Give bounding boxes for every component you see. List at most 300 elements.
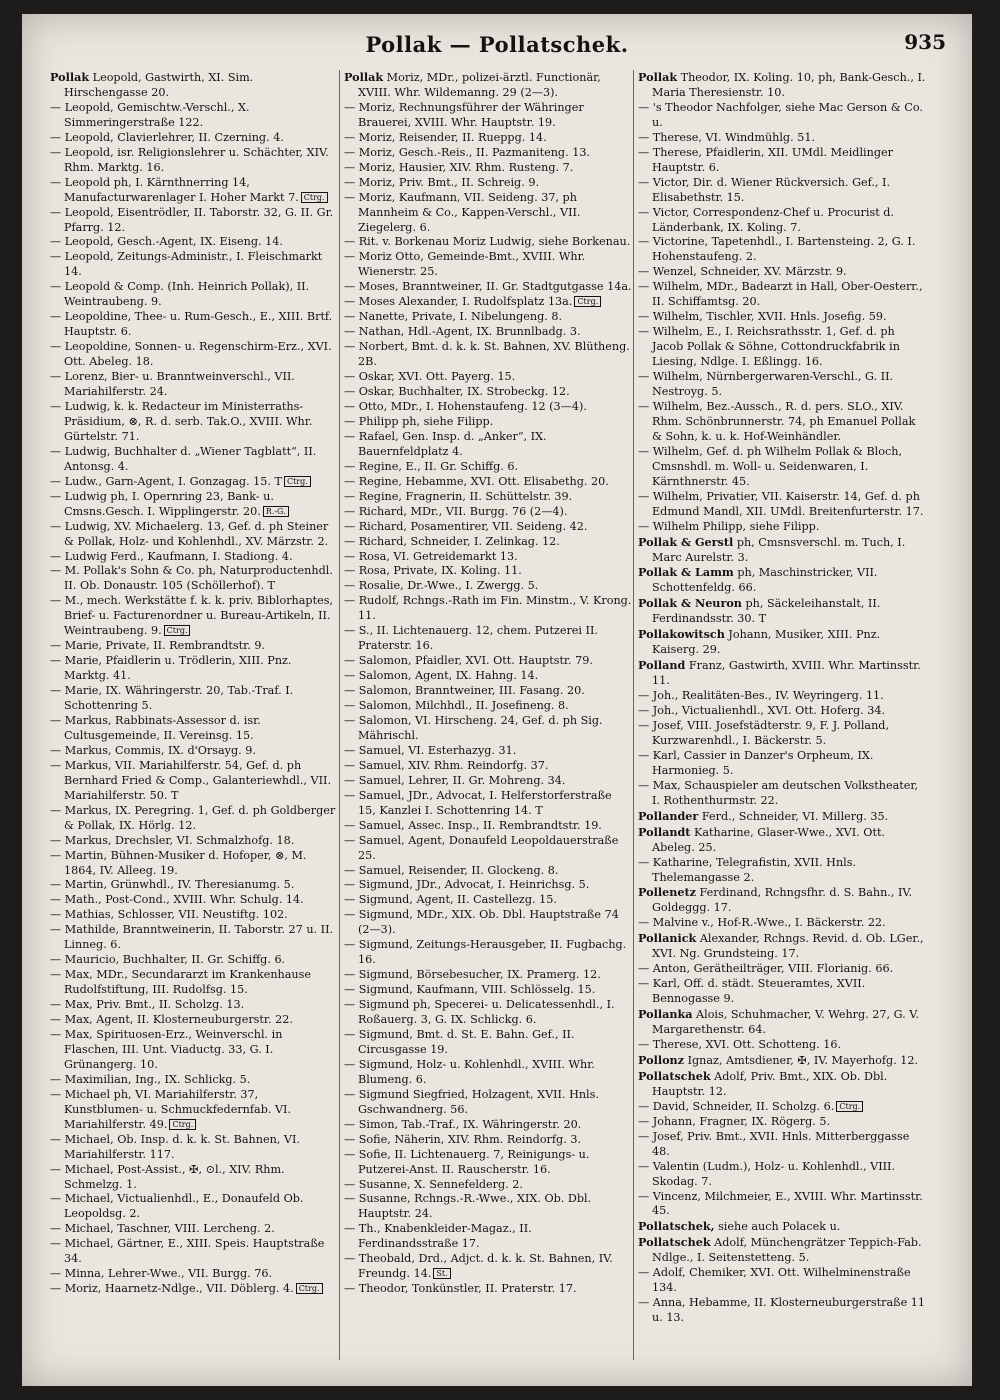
entry-text: — Ludwig, k. k. Redacteur im Ministerraths-Präsidium, ⊗, R. d. serb. Tak.O., XVIII. Whr. Gürtelstr. 71. [50,399,313,443]
directory-entry [638,265,926,280]
directory-entry [344,714,632,744]
directory-entry [50,923,338,953]
entry-text: — Sigmund, Bmt. d. St. E. Bahn. Gef., II. Circusgasse 19. [344,1028,575,1056]
directory-entry [344,191,632,236]
entry-text: Moriz, MDr., polizei-ärztl. Functionär, XVIII. Whr. Wildemanng. 29 (2—3). [358,71,601,99]
directory-entry [50,206,338,236]
directory-entry [344,893,632,908]
directory-entry [344,774,632,789]
entry-text: — Samuel, Lehrer, II. Gr. Mohreng. 34. [344,773,566,787]
directory-entry [50,684,338,714]
entry-badge: Ctrg. [169,1119,196,1130]
directory-entry [344,385,632,400]
directory-entry [638,370,926,400]
entry-text: — Leopold, Gemischtw.-Verschl., X. Simmeringerstraße 122. [50,100,250,129]
directory-entry [50,1073,338,1088]
directory-entry [344,624,632,654]
directory-entry [344,400,632,415]
entry-text: — Samuel, Reisender, II. Glockeng. 8. [344,863,559,877]
entry-text: — Markus, IX. Peregring. 1, Gef. d. ph Goldberger & Pollak, IX. Hörlg. 12. [50,803,336,832]
directory-entry [638,131,926,146]
column-1 [50,70,338,1370]
entry-text: — Vincenz, Milchmeier, E., XVIII. Whr. Martinsstr. 45. [638,1189,923,1218]
directory-entry [344,1028,632,1058]
directory-entry [344,908,632,938]
directory-entry [50,520,338,550]
entry-text: — Nathan, Hdl.-Agent, IX. Brunnlbadg. 3. [344,325,581,339]
directory-entry [344,1088,632,1118]
directory-entry [50,878,338,893]
entry-text: — Adolf, Chemiker, XVI. Ott. Wilhelminenstraße 134. [638,1266,911,1295]
entry-badge: Ctrg. [836,1101,863,1112]
entry-text: — S., II. Lichtenauerg. 12, chem. Putzerei II. Praterstr. 16. [344,624,598,653]
entry-text: — Nanette, Private, I. Nibelungeng. 8. [344,310,563,324]
entry-text: — Oskar, XVI. Ott. Payerg. 15. [344,370,516,384]
entry-text: — Mathias, Schlosser, VII. Neustiftg. 102. [50,908,288,922]
entry-text: — Karl, Cassier in Danzer's Orpheum, IX. Harmonieg. 5. [638,748,874,777]
entry-surname: Pollandt [638,824,691,839]
directory-entry [344,878,632,893]
entry-text: — Anton, Gerätheilträger, VIII. Florianig. 66. [638,962,894,976]
entry-badge: Ctrg. [296,1283,323,1294]
entry-text: — Marie, IX. Währingerstr. 20, Tab.-Traf. I. Schottenring 5. [50,684,294,713]
directory-entry [50,235,338,250]
entry-text: — Ludwig Ferd., Kaufmann, I. Stadiong. 4. [50,549,293,563]
entry-text: — Simon, Tab.-Traf., IX. Währingerstr. 20. [344,1117,582,1131]
entry-text: — Philipp ph, siehe Filipp. [344,414,494,428]
entry-surname: Pollatschek [638,1235,711,1250]
directory-entry [50,654,338,684]
directory-entry [638,977,926,1007]
entry-text: siehe auch Polacek u. [718,1220,841,1234]
entry-surname: Pollak [50,70,90,84]
entry-text: Katharine, Glaser-Wwe., XVI. Ott. Abeleg. 25. [652,825,885,854]
entry-text: — Wilhelm, E., I. Reichsrathsstr. 1, Gef. d. ph Jacob Pollak & Söhne, Cottondruckfabrik in Liesing, Ndlge. I. Eßlingg. 16. [638,325,900,369]
directory-entry [638,856,926,886]
entry-text: — Victor, Correspondenz-Chef u. Procurist d. Länderbank, IX. Koling. 7. [638,205,894,234]
directory-entry [638,1115,926,1130]
column-divider [633,70,634,1360]
entry-text: — Katharine, Telegrafistin, XVII. Hnls. Thelemangasse 2. [638,855,857,884]
entry-text: Theodor, IX. Koling. 10, ph, Bank-Gesch., I. Maria Theresienstr. 10. [652,71,926,99]
directory-entry [344,938,632,968]
entry-text: — Wilhelm, Gef. d. ph Wilhelm Pollak & Bloch, Cmsnshdl. m. Woll- u. Seidenwaren, I. Kärnthnerstr. 45. [638,444,903,488]
entry-text: — Wilhelm, Tischler, XVII. Hnls. Josefig. 59. [638,310,887,324]
directory-entry [344,550,632,565]
entry-text: — Leopold & Comp. (Inh. Heinrich Pollak), II. Weintraubeng. 9. [50,280,310,309]
entry-text: — Sofie, II. Lichtenauerg. 7, Reinigungs- u. Putzerei-Anst. II. Rauscherstr. 16. [344,1147,590,1176]
directory-entry [344,684,632,699]
directory-entry [638,1266,926,1296]
entry-text: — Salomon, Branntweiner, III. Fasang. 20. [344,684,585,698]
directory-entry [344,759,632,774]
directory-entry [344,146,632,161]
directory-entry [638,565,926,596]
entry-text: — Regine, Hebamme, XVI. Ott. Elisabethg. 20. [344,474,609,488]
directory-entry [50,1163,338,1193]
entry-text: — Moriz, Rechnungsführer der Währinger Brauerei, XVIII. Whr. Hauptstr. 19. [344,100,584,129]
directory-entry [638,101,926,131]
entry-surname: Pollak & Lamm [638,565,734,580]
entry-text: — Max, MDr., Secundararzt im Krankenhause Rudolfstiftung, III. Rudolfsg. 15. [50,968,311,997]
entry-text: — Moriz, Haarnetz-Ndlge., VII. Döblerg. 4. [50,1282,294,1296]
entry-text: — Karl, Off. d. städt. Steueramtes, XVII. Bennogasse 9. [638,977,866,1006]
entry-text: — Moriz, Kaufmann, VII. Seideng. 37, ph Mannheim & Co., Kappen-Verschl., VII. Ziegelerg. 6. [344,190,581,234]
directory-entry [638,916,926,931]
entry-text: — Moriz, Gesch.-Reis., II. Pazmaniteng. 13. [344,145,590,159]
entry-surname: Pollak [344,70,384,84]
entry-text: — Therese, Pfaidlerin, XII. UMdl. Meidlinger Hauptstr. 6. [638,145,893,174]
directory-entry [344,669,632,684]
entry-text: — Michael, Victualienhdl., E., Donaufeld Ob. Leopoldsg. 2. [50,1192,304,1221]
entry-text: — Theobald, Drd., Adjct. d. k. k. St. Bahnen, IV. Freundg. 14. [344,1252,613,1281]
directory-entry [50,1222,338,1237]
directory-entry [638,310,926,325]
entry-text: — Sigmund, JDr., Advocat, I. Heinrichsg. 5. [344,878,590,892]
directory-entry [344,101,632,131]
directory-entry [50,445,338,475]
entry-badge: Ctrg. [284,476,311,487]
directory-entry [50,908,338,923]
entry-text: — Martin, Grünwhdl., IV. Theresianumg. 5. [50,878,295,892]
directory-entry [344,161,632,176]
directory-entry [344,520,632,535]
entry-badge: St. [433,1268,450,1279]
entry-text: — Therese, VI. Windmühlg. 51. [638,130,815,144]
entry-text: — Johann, Fragner, IX. Rögerg. 5. [638,1114,831,1128]
directory-entry [638,962,926,977]
entry-text: — Malvine v., Hof-R.-Wwe., I. Bäckerstr. 22. [638,916,886,930]
directory-entry [638,809,926,825]
entry-text: — Rit. v. Borkenau Moriz Ludwig, siehe Borkenau. [344,235,631,249]
entry-text: — Leopold, isr. Religionslehrer u. Schächter, XIV. Rhm. Marktg. 16. [50,145,329,174]
entry-surname: Pollak & Gerstl [638,534,734,549]
directory-entry [638,535,926,566]
directory-entry [344,789,632,819]
directory-entry [344,594,632,624]
entry-surname: Pollanka [638,1007,693,1022]
entry-text: — Regine, E., II. Gr. Schiffg. 6. [344,459,519,473]
entry-text: — Richard, Schneider, I. Zelinkag. 12. [344,534,560,548]
directory-entry [344,176,632,191]
directory-entry [638,779,926,809]
directory-entry [50,893,338,908]
entry-text: — Theodor, Tonkünstler, II. Praterstr. 17. [344,1282,577,1296]
entry-text: — Susanne, Rchngs.-R.-Wwe., XIX. Ob. Dbl. Hauptstr. 24. [344,1192,592,1221]
directory-entry [344,340,632,370]
entry-text: Ignaz, Amtsdiener, ✠, IV. Mayerhofg. 12. [687,1053,919,1067]
directory-entry [344,1058,632,1088]
entry-text: — Salomon, Agent, IX. Hahng. 14. [344,669,539,683]
directory-entry [50,1282,338,1297]
entry-text: — Wilhelm, Privatier, VII. Kaiserstr. 14, Gef. d. ph Edmund Mandl, XII. UMdl. Breitenfurterstr. 17. [638,489,924,518]
entry-text: — Samuel, JDr., Advocat, I. Helferstorferstraße 15, Kanzlei I. Schottenring 14. T [344,788,612,817]
entry-text: — Moriz, Priv. Bmt., II. Schreig. 9. [344,175,539,189]
directory-entry [50,1028,338,1073]
directory-entry [344,1148,632,1178]
directory-entry [344,579,632,594]
entry-badge: Ctrg. [164,625,191,636]
entry-text: — Marie, Private, II. Rembrandtstr. 9. [50,639,265,653]
directory-entry [638,146,926,176]
directory-entry [344,1282,632,1297]
directory-entry [344,505,632,520]
entry-text: — Maximilian, Ing., IX. Schlickg. 5. [50,1072,251,1086]
directory-entry [50,1088,338,1133]
directory-entry [50,250,338,280]
directory-entry [50,834,338,849]
entry-text: — David, Schneider, II. Scholzg. 6. [638,1099,835,1113]
entry-text: — Sigmund, Kaufmann, VIII. Schlösselg. 15. [344,983,596,997]
directory-entry [344,370,632,385]
entry-text: — Wilhelm Philipp, siehe Filipp. [638,519,820,533]
directory-entry [638,658,926,689]
directory-entry [50,594,338,639]
entry-text: — Salomon, Pfaidler, XVI. Ott. Hauptstr. 79. [344,654,593,668]
directory-entry [638,627,926,658]
directory-entry [50,370,338,400]
entry-text: — Richard, MDr., VII. Burgg. 76 (2—4). [344,504,568,518]
entry-text: — Moses Alexander, I. Rudolfsplatz 13a. [344,295,573,309]
entry-text: — Marie, Pfaidlerin u. Trödlerin, XIII. Pnz. Marktg. 41. [50,654,292,683]
directory-entry [50,310,338,340]
directory-entry [638,520,926,535]
directory-entry [50,176,338,206]
directory-entry [638,689,926,704]
directory-entry [344,1178,632,1193]
entry-surname: Polland [638,658,686,673]
directory-entry [50,564,338,594]
directory-entry [50,131,338,146]
directory-entry [50,1237,338,1267]
entry-text: — Sigmund Siegfried, Holzagent, XVII. Hnls. Gschwandnerg. 56. [344,1087,599,1116]
directory-entry [344,295,632,310]
entry-text: — Otto, MDr., I. Hohenstaufeng. 12 (3—4). [344,399,587,413]
entry-text: — Salomon, Milchhdl., II. Josefineng. 8. [344,699,569,713]
directory-entry [50,475,338,490]
directory-entry [344,654,632,669]
directory-entry [638,490,926,520]
directory-entry [344,280,632,295]
directory-entry [50,759,338,804]
directory-entry [638,176,926,206]
directory-entry [344,131,632,146]
entry-text: Adolf, Münchengrätzer Teppich-Fab. Ndlge., I. Seitenstetteng. 5. [652,1236,922,1265]
directory-entry [344,430,632,460]
entry-badge: Ctrg. [574,296,601,307]
entry-text: — Samuel, VI. Esterhazyg. 31. [344,743,517,757]
directory-entry [638,749,926,779]
directory-entry [50,1133,338,1163]
entry-text: — Michael, Post-Assist., ✠, ⊙l., XIV. Rhm. Schmelzg. 1. [50,1162,285,1191]
entry-text: — Samuel, Assec. Insp., II. Rembrandtstr. 19. [344,818,602,832]
directory-entry [50,146,338,176]
directory-entry [344,1118,632,1133]
entry-text: — Sigmund ph, Specerei- u. Delicatessenhdl., I. Roßauerg. 3, G. IX. Schlickg. 6. [344,998,615,1027]
directory-entry [344,310,632,325]
directory-entry [638,1053,926,1069]
directory-entry [344,564,632,579]
entry-text: — Salomon, VI. Hirscheng. 24, Gef. d. ph Sig. Mährischl. [344,713,603,742]
entry-text: — Rosalie, Dr.-Wwe., I. Zwergg. 5. [344,579,539,593]
entry-text: — M. Pollak's Sohn & Co. ph, Naturproductenhdl. II. Ob. Donaustr. 105 (Schöllerhof). T [50,564,333,593]
entry-surname: Pollatschek, [638,1219,715,1234]
entry-text: — Sigmund, MDr., XIX. Ob. Dbl. Hauptstraße 74 (2—3). [344,908,619,937]
directory-entry [638,70,926,101]
entry-text: — Max, Priv. Bmt., II. Scholzg. 13. [50,998,245,1012]
directory-entry [344,699,632,714]
directory-entry [638,1007,926,1038]
entry-text: — Richard, Posamentirer, VII. Seideng. 42. [344,519,588,533]
directory-entry [638,1219,926,1235]
entry-text: — Josef, Priv. Bmt., XVII. Hnls. Mitterberggasse 48. [638,1129,910,1158]
entry-text: — Michael, Taschner, VIII. Lercheng. 2. [50,1222,275,1236]
entry-text: Ferd., Schneider, VI. Millerg. 35. [701,809,889,823]
entry-text: — Sigmund, Börsebesucher, IX. Pramerg. 12. [344,968,601,982]
directory-entry [50,1192,338,1222]
entry-text: — Oskar, Buchhalter, IX. Strobeckg. 12. [344,385,570,399]
entry-surname: Pollakowitsch [638,627,725,642]
entry-text: — Valentin (Ludm.), Holz- u. Kohlenhdl., VIII. Skodag. 7. [638,1159,896,1188]
directory-entry [638,1190,926,1220]
entry-text: — Markus, VII. Mariahilferstr. 54, Gef. d. ph Bernhard Fried & Comp., Galanteriewhdl., VII. Mariahilferstr. 50. T [50,758,331,802]
directory-entry [638,1069,926,1100]
directory-entry [344,235,632,250]
directory-entry [638,719,926,749]
directory-entry [638,825,926,856]
directory-entry [50,490,338,520]
entry-text: Ferdinand, Rchngsfhr. d. S. Bahn., IV. Goldeggg. 17. [652,886,913,915]
page-header [22,28,972,62]
directory-entry [344,983,632,998]
entry-text: — Norbert, Bmt. d. k. k. St. Bahnen, XV. Blütheng. 2B. [344,340,630,369]
entry-text: — Leopoldine, Sonnen- u. Regenschirm-Erz., XVI. Ott. Abeleg. 18. [50,340,332,369]
directory-entry [638,280,926,310]
column-2 [344,70,632,1370]
directory-entry [344,998,632,1028]
directory-entry [344,460,632,475]
entry-text: — Michael, Ob. Insp. d. k. k. St. Bahnen, VI. Mariahilferstr. 117. [50,1132,300,1161]
entry-text: — Max, Schauspieler am deutschen Volkstheater, I. Rothenthurmstr. 22. [638,778,919,807]
directory-entry [638,325,926,370]
entry-text: — Sigmund, Zeitungs-Herausgeber, II. Fugbachg. 16. [344,938,627,967]
directory-entry [638,596,926,627]
directory-entry [50,714,338,744]
directory-entry [344,490,632,505]
entry-text: — Leopold, Clavierlehrer, II. Czerning. 4. [50,130,284,144]
entry-text: — Mathilde, Branntweinerin, II. Taborstr. 27 u. II. Linneg. 6. [50,923,334,952]
directory-page [22,14,972,1386]
directory-entry [638,235,926,265]
entry-text: — M., mech. Werkstätte f. k. k. priv. Biblorhaptes, Brief- u. Facturenordner u. Bureau-Artikeln, II. Weintraubeng. 9. [50,594,333,638]
page-number: 935 [904,30,946,54]
entry-text: — Samuel, XIV. Rhm. Reindorfg. 37. [344,758,549,772]
entry-text: — Th., Knabenkleider-Magaz., II. Ferdinandsstraße 17. [344,1222,532,1251]
directory-entry [50,639,338,654]
entry-text: Johann, Musiker, XIII. Pnz. Kaiserg. 29. [652,628,881,657]
directory-entry [50,1267,338,1282]
entry-text: ph, Säckeleihanstalt, II. Ferdinandsstr. 30. T [652,597,881,626]
entry-text: — Markus, Commis, IX. d'Orsayg. 9. [50,743,256,757]
entry-text: — Wilhelm, MDr., Badearzt in Hall, Ober-Oesterr., II. Schiffamtsg. 20. [638,280,923,309]
directory-entry [344,834,632,864]
entry-text: — Leopold, Gesch.-Agent, IX. Eiseng. 14. [50,235,283,249]
entry-text: — 's Theodor Nachfolger, siehe Mac Gerson & Co. u. [638,100,923,129]
directory-entry [638,206,926,236]
entry-text: — Minna, Lehrer-Wwe., VII. Burgg. 76. [50,1267,273,1281]
entry-text: — Leopold, Zeitungs-Administr., I. Fleischmarkt 14. [50,250,323,279]
entry-text: — Max, Spirituosen-Erz., Weinverschl. in Flaschen, III. Unt. Viaductg. 33, G. I. Grünangerg. 10. [50,1028,283,1071]
directory-entry [50,70,338,101]
entry-text: — Ludwig, XV. Michaelerg. 13, Gef. d. ph Steiner & Pollak, Holz- und Kohlenhdl., XV. Märzstr. 2. [50,519,329,548]
entry-surname: Pollak & Neuron [638,596,742,611]
directory-entry [344,70,632,101]
directory-entry [50,998,338,1013]
entry-text: — Max, Agent, II. Klosterneuburgerstr. 22. [50,1013,293,1027]
directory-entry [344,1133,632,1148]
entry-text: — Michael, Gärtner, E., XIII. Speis. Hauptstraße 34. [50,1237,325,1266]
directory-entry [50,849,338,879]
entry-text: Franz, Gastwirth, XVIII. Whr. Martinsstr. 11. [652,659,921,688]
directory-entry [344,1192,632,1222]
entry-surname: Pollatschek [638,1068,711,1083]
entry-text: — Wenzel, Schneider, XV. Märzstr. 9. [638,265,847,279]
entry-surname: Pollak [638,70,678,84]
entry-text: — Rudolf, Rchngs.-Rath im Fin. Minstm., V. Krong. 11. [344,594,632,623]
entry-text: Leopold, Gastwirth, XI. Sim. Hirschengasse 20. [64,71,254,99]
entry-text: ph, Maschinstricker, VII. Schottenfeldg. 66. [652,566,878,595]
entry-text: — Joh., Victualienhdl., XVI. Ott. Hoferg. 34. [638,704,886,718]
entry-text: — Leopoldine, Thee- u. Rum-Gesch., E., XIII. Brtf. Hauptstr. 6. [50,310,333,339]
directory-entry [50,804,338,834]
entry-text: Alexander, Rchngs. Revid. d. Ob. LGer., XVI. Ng. Grundsteing. 17. [652,932,924,961]
entry-badge: R.-G. [263,506,289,517]
directory-entry [638,1130,926,1160]
directory-entry [344,535,632,550]
entry-text: — Markus, Drechsler, VI. Schmalzhofg. 18. [50,833,295,847]
directory-entry [50,1013,338,1028]
entry-text: — Ludwig ph, I. Opernring 23, Bank- u. Cmsns.Gesch. I. Wipplingerstr. 20. [50,489,274,518]
entry-text: — Moriz, Reisender, II. Rueppg. 14. [344,130,547,144]
directory-entry [344,475,632,490]
directory-entry [638,931,926,962]
entry-text: — Martin, Bühnen-Musiker d. Hofoper, ⊗, M. 1864, IV. Alleeg. 19. [50,848,307,877]
entry-text: — Ludwig, Buchhalter d. „Wiener Tagblatt“, II. Antonsg. 4. [50,444,317,473]
entry-text: — Victorine, Tapetenhdl., I. Bartensteing. 2, G. I. Hohenstaufeng. 2. [638,235,916,264]
column-3 [638,70,926,1370]
directory-entry [50,280,338,310]
directory-entry [50,968,338,998]
entry-text: — Leopold, Eisentrödler, II. Taborstr. 32, G. II. Gr. Pfarrg. 12. [50,205,334,234]
directory-entry [638,1235,926,1266]
page-title: Pollak — Pollatschek. [365,32,629,57]
entry-surname: Pollanick [638,931,697,946]
entry-text: — Sigmund, Holz- u. Kohlenhdl., XVIII. Whr. Blumeng. 6. [344,1057,595,1086]
directory-entry [638,1038,926,1053]
entry-surname: Pollonz [638,1052,685,1067]
entry-text: Adolf, Priv. Bmt., XIX. Ob. Dbl. Hauptstr. 12. [652,1069,888,1098]
directory-entry [344,968,632,983]
directory-entry [638,1296,926,1326]
entry-text: — Therese, XVI. Ott. Schotteng. 16. [638,1038,842,1051]
directory-entry [50,744,338,759]
entry-text: — Rosa, Private, IX. Koling. 11. [344,564,522,578]
entry-text: — Josef, VIII. Josefstädterstr. 9, F. J. Polland, Kurzwarenhdl., I. Bäckerstr. 5. [638,718,889,747]
entry-text: — Sigmund, Agent, II. Castellezg. 15. [344,893,557,907]
directory-entry [344,744,632,759]
entry-text: — Rosa, VI. Getreidemarkt 13. [344,549,518,563]
directory-entry [344,864,632,879]
